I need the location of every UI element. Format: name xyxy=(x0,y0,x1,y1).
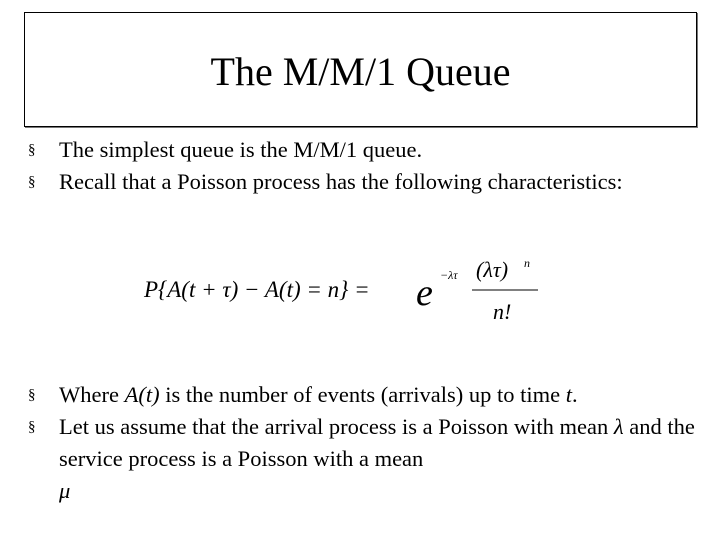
formula-denominator: n! xyxy=(493,299,512,324)
bullet-marker: § xyxy=(28,174,36,190)
formula-numerator-power: n xyxy=(524,256,530,270)
formula-exponent: −λτ xyxy=(440,268,458,282)
bullet-marker: § xyxy=(28,387,36,403)
bullet-marker: § xyxy=(28,142,36,158)
bullet-item-3 xyxy=(28,379,708,411)
bullet-item-1 xyxy=(28,134,708,166)
formula-lhs: P{A(t + τ) − A(t) = n} = xyxy=(144,277,370,302)
formula-numerator: (λτ) xyxy=(476,257,509,282)
bullet-text-italic-end: t xyxy=(565,382,572,407)
title-box xyxy=(24,12,697,127)
mu-symbol: μ xyxy=(59,478,71,503)
bullet-text-post: is the number of events (arrivals) up to time xyxy=(159,382,566,407)
bullet-text-pre: Where xyxy=(59,382,125,407)
formula-e: e xyxy=(416,272,433,314)
bullet-text: The simplest queue is the M/M/1 queue. xyxy=(59,137,423,162)
bullet-marker: § xyxy=(28,419,36,435)
slide-title: The M/M/1 Queue xyxy=(210,49,511,94)
bullet-item-2 xyxy=(28,166,708,198)
bullet-text-italic: A(t) xyxy=(124,382,160,407)
poisson-formula xyxy=(140,255,570,325)
bullet-item-4 xyxy=(28,411,708,507)
bullet-text-pre: Let us assume that the arrival process is a Poisson with mean xyxy=(59,414,614,439)
lambda-symbol: λ xyxy=(613,414,624,439)
bullet-text-mid: and the service process is a Poisson with a mean xyxy=(59,414,695,471)
bullet-text: Recall that a Poisson process has the following characteristics: xyxy=(59,169,623,194)
bullet-text-end: . xyxy=(571,382,578,407)
